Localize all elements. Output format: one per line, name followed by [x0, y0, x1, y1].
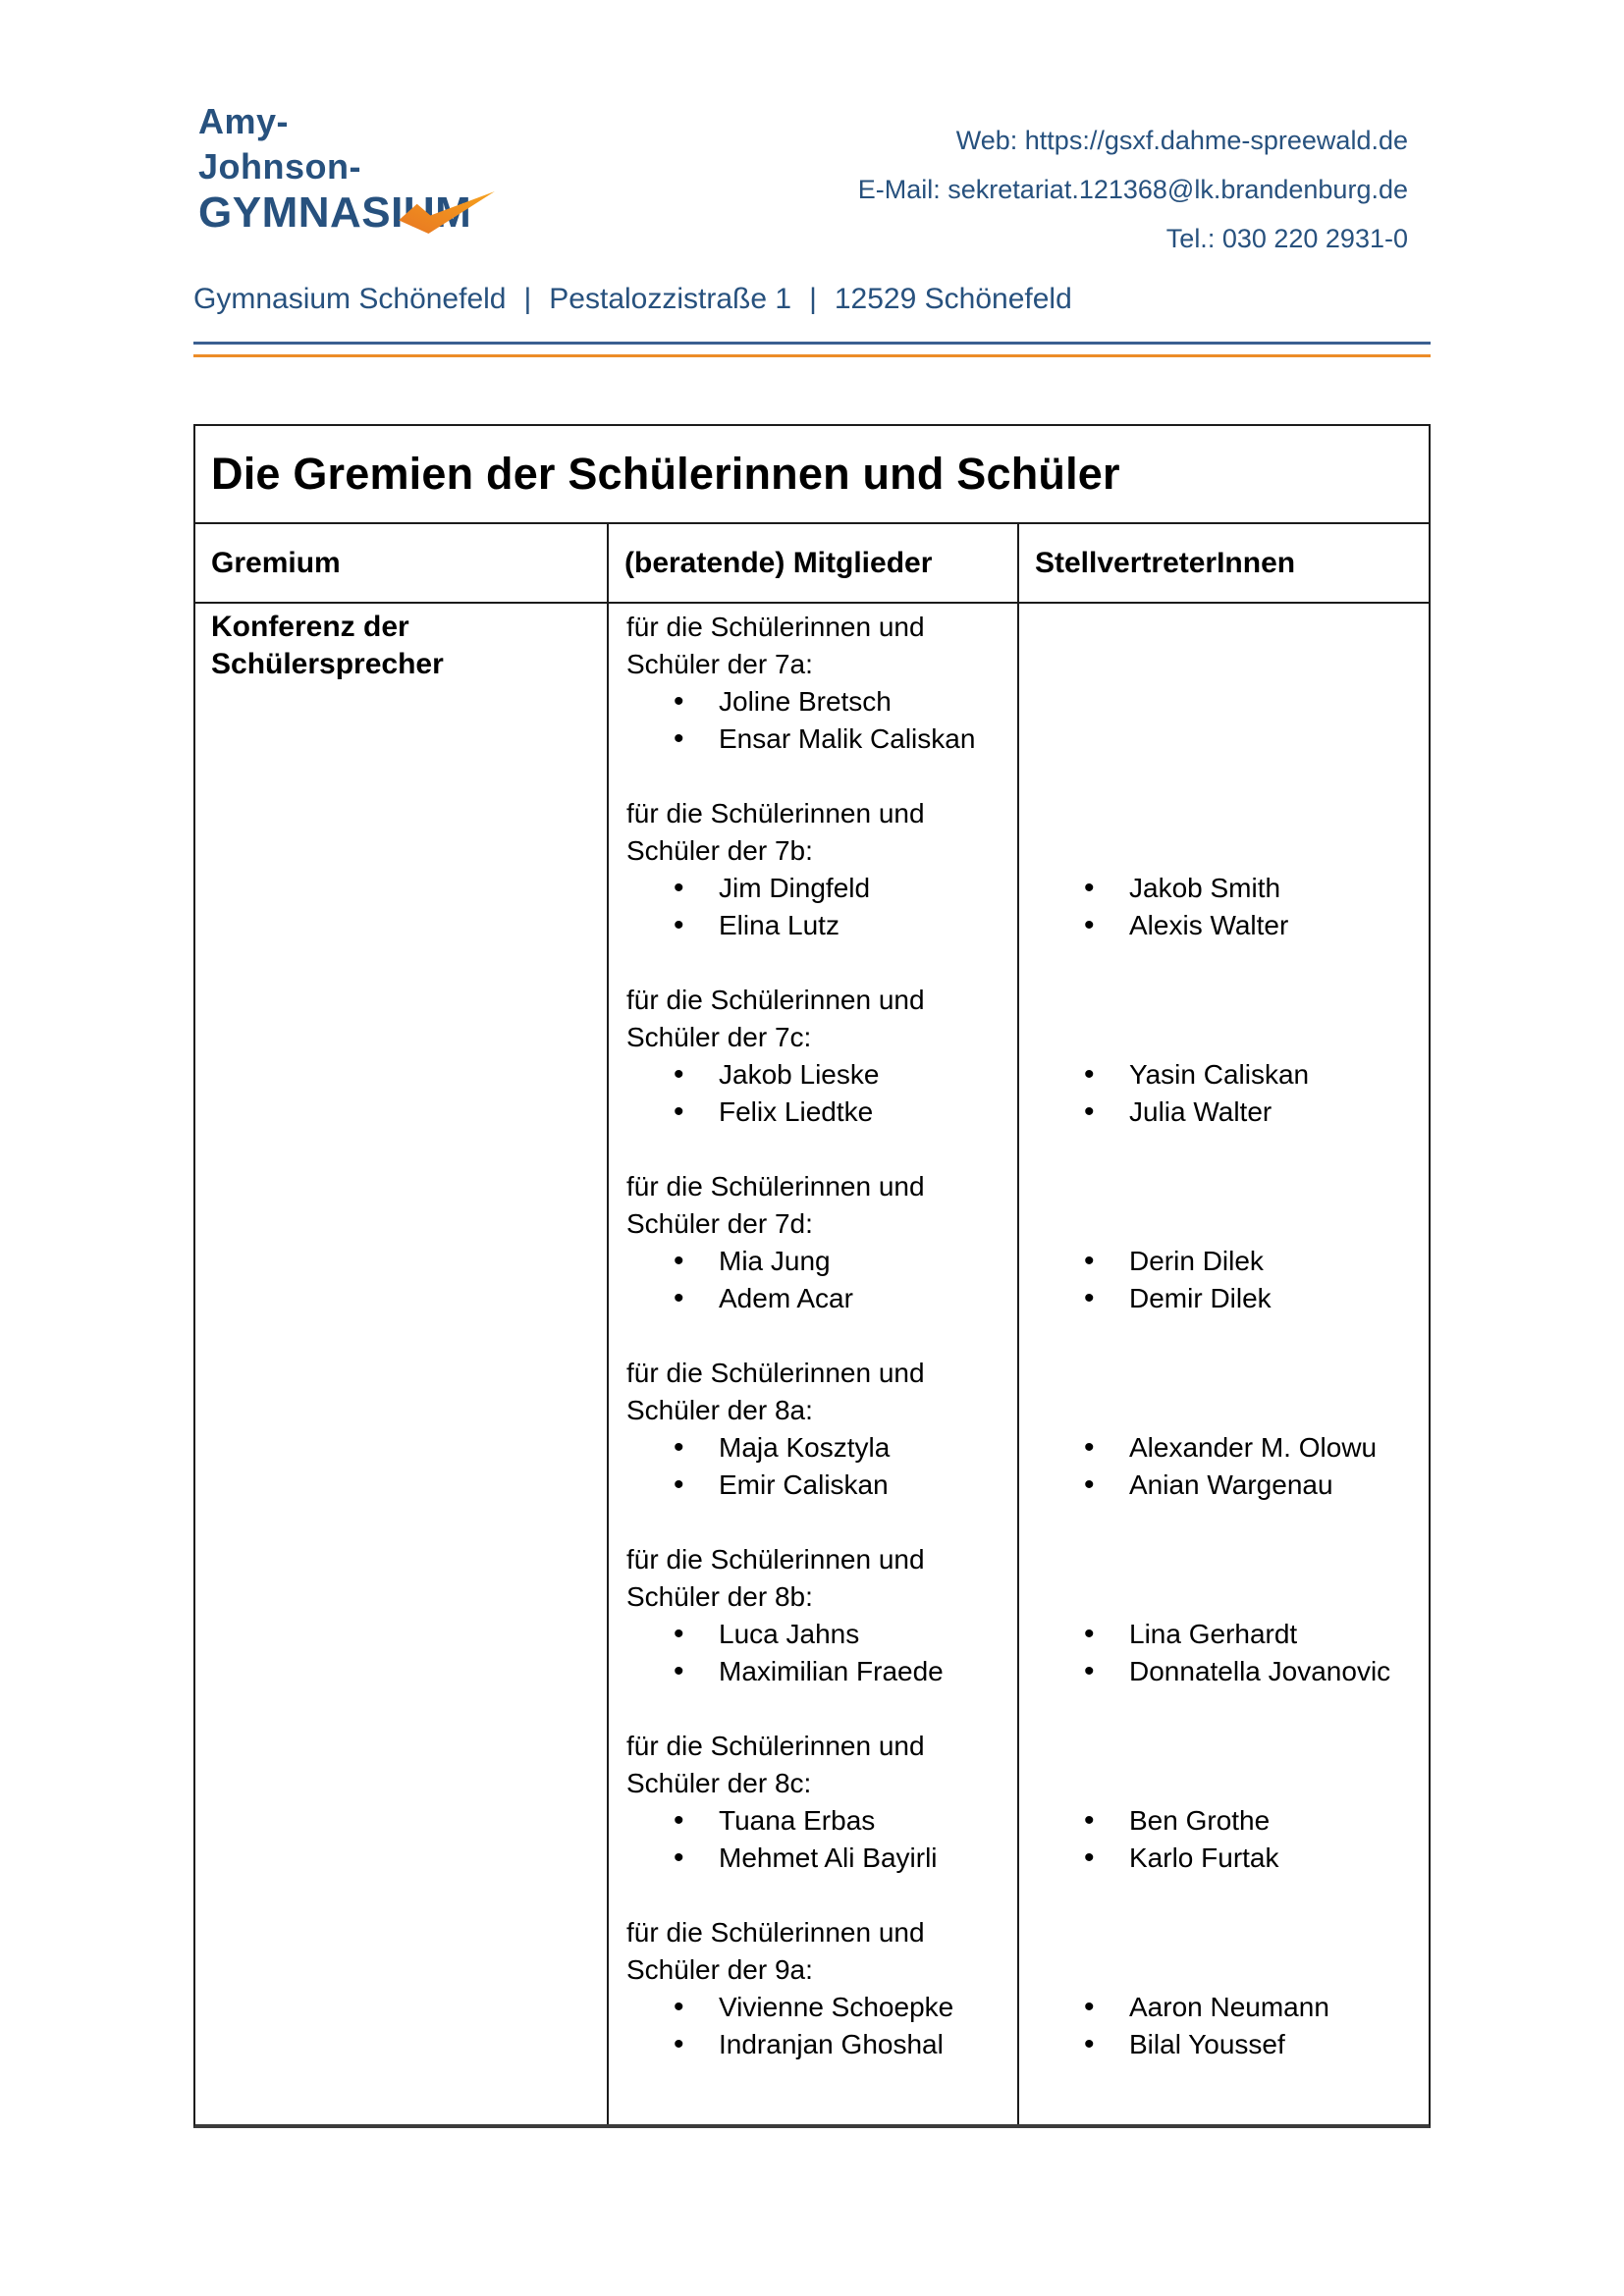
divider-blue — [193, 342, 1431, 345]
deputies-7a-empty — [1037, 609, 1429, 795]
group-intro-line: für die Schülerinnen und — [626, 1544, 925, 1575]
deputy-item: • Alexander M. Olowu — [1084, 1429, 1429, 1467]
member-item: • Maximilian Fraede — [674, 1653, 1017, 1690]
gremium-name: Konferenz der Schülersprecher — [211, 611, 444, 680]
class-group-8b — [626, 1541, 1017, 1728]
column-header-gremium: Gremium — [211, 546, 341, 579]
logo-line-1: Amy- — [198, 101, 290, 141]
class-group-7c — [626, 982, 1017, 1168]
address-school: Gymnasium Schönefeld — [193, 283, 507, 315]
gremien-table — [193, 424, 1431, 2128]
deputy-item: • Donnatella Jovanovic — [1084, 1653, 1429, 1690]
group-intro-line: für die Schülerinnen und — [626, 612, 925, 642]
group-intro-line: Schüler der 7b: — [626, 835, 813, 866]
deputies-9a — [1037, 1914, 1429, 2101]
member-item: • Felix Liedtke — [674, 1094, 1017, 1131]
group-intro-line: Schüler der 9a: — [626, 1954, 813, 1985]
address-separator: | — [809, 283, 817, 315]
member-item: • Emir Caliskan — [674, 1467, 1017, 1504]
divider-orange — [193, 354, 1431, 357]
member-item: • Luca Jahns — [674, 1616, 1017, 1653]
deputy-item: • Jakob Smith — [1084, 870, 1429, 907]
contact-block — [858, 116, 1408, 263]
address-separator: | — [523, 283, 532, 315]
contact-web: Web: https://gsxf.dahme-spreewald.de — [955, 126, 1408, 155]
address-city: 12529 Schönefeld — [834, 283, 1072, 315]
member-item: • Tuana Erbas — [674, 1802, 1017, 1840]
group-intro-line: Schüler der 7a: — [626, 649, 813, 679]
mitglieder-cell — [607, 604, 1017, 2124]
member-item: • Joline Bretsch — [674, 683, 1017, 721]
deputy-item: • Aaron Neumann — [1084, 1989, 1429, 2026]
class-group-7d — [626, 1168, 1017, 1355]
group-intro-line: Schüler der 7d: — [626, 1208, 813, 1239]
member-item: • Jim Dingfeld — [674, 870, 1017, 907]
deputy-item: • Demir Dilek — [1084, 1280, 1429, 1317]
deputies-7c — [1037, 982, 1429, 1168]
class-group-7b — [626, 795, 1017, 982]
contact-email: E-Mail: sekretariat.121368@lk.brandenburg.de — [857, 175, 1408, 204]
stellvertreter-cell — [1017, 604, 1429, 2124]
class-group-9a — [626, 1914, 1017, 2101]
logo-line-2: Johnson- — [198, 146, 361, 187]
group-intro-line: für die Schülerinnen und — [626, 1917, 925, 1948]
school-logo — [198, 99, 471, 237]
logo-line-3: GYMNASIUM — [198, 188, 472, 237]
group-intro-line: für die Schülerinnen und — [626, 1358, 925, 1388]
contact-tel: Tel.: 030 220 2931-0 — [1165, 224, 1408, 253]
deputy-item: • Yasin Caliskan — [1084, 1056, 1429, 1094]
member-item: • Adem Acar — [674, 1280, 1017, 1317]
logo-swoosh-icon — [398, 191, 496, 235]
deputies-7b — [1037, 795, 1429, 982]
group-intro-line: für die Schülerinnen und — [626, 985, 925, 1015]
member-item: • Indranjan Ghoshal — [674, 2026, 1017, 2063]
gremium-cell — [195, 604, 607, 2124]
group-intro-line: Schüler der 8a: — [626, 1395, 813, 1425]
deputy-item: • Karlo Furtak — [1084, 1840, 1429, 1877]
member-item: • Elina Lutz — [674, 907, 1017, 944]
class-group-8a — [626, 1355, 1017, 1541]
deputy-item: • Julia Walter — [1084, 1094, 1429, 1131]
member-item: • Vivienne Schoepke — [674, 1989, 1017, 2026]
member-item: • Maja Kosztyla — [674, 1429, 1017, 1467]
deputy-item: • Derin Dilek — [1084, 1243, 1429, 1280]
deputies-7d — [1037, 1168, 1429, 1355]
deputy-item: • Lina Gerhardt — [1084, 1616, 1429, 1653]
group-intro-line: für die Schülerinnen und — [626, 1731, 925, 1761]
group-intro-line: Schüler der 8c: — [626, 1768, 812, 1798]
member-item: • Jakob Lieske — [674, 1056, 1017, 1094]
group-intro-line: Schüler der 8b: — [626, 1581, 813, 1612]
deputy-item: • Anian Wargenau — [1084, 1467, 1429, 1504]
class-group-7a — [626, 609, 1017, 795]
member-item: • Ensar Malik Caliskan — [674, 721, 1017, 758]
address-line — [193, 283, 1072, 316]
deputies-8a — [1037, 1355, 1429, 1541]
table-title: Die Gremien der Schülerinnen und Schüler — [195, 426, 1429, 524]
class-group-8c — [626, 1728, 1017, 1914]
group-intro-line: Schüler der 7c: — [626, 1022, 812, 1052]
logo-line-2-row — [198, 144, 471, 189]
member-item: • Mia Jung — [674, 1243, 1017, 1280]
group-intro-line: für die Schülerinnen und — [626, 798, 925, 828]
address-street: Pestalozzistraße 1 — [549, 283, 792, 315]
column-header-mitglieder: (beratende) Mitglieder — [607, 524, 1017, 602]
table-header-row — [195, 524, 1429, 604]
table-body-row — [195, 604, 1429, 2124]
column-header-stellvertreter: StellvertreterInnen — [1017, 524, 1429, 602]
deputy-item: • Alexis Walter — [1084, 907, 1429, 944]
deputies-8b — [1037, 1541, 1429, 1728]
member-item: • Mehmet Ali Bayirli — [674, 1840, 1017, 1877]
deputy-item: • Ben Grothe — [1084, 1802, 1429, 1840]
deputies-8c — [1037, 1728, 1429, 1914]
deputy-item: • Bilal Youssef — [1084, 2026, 1429, 2063]
group-intro-line: für die Schülerinnen und — [626, 1171, 925, 1201]
